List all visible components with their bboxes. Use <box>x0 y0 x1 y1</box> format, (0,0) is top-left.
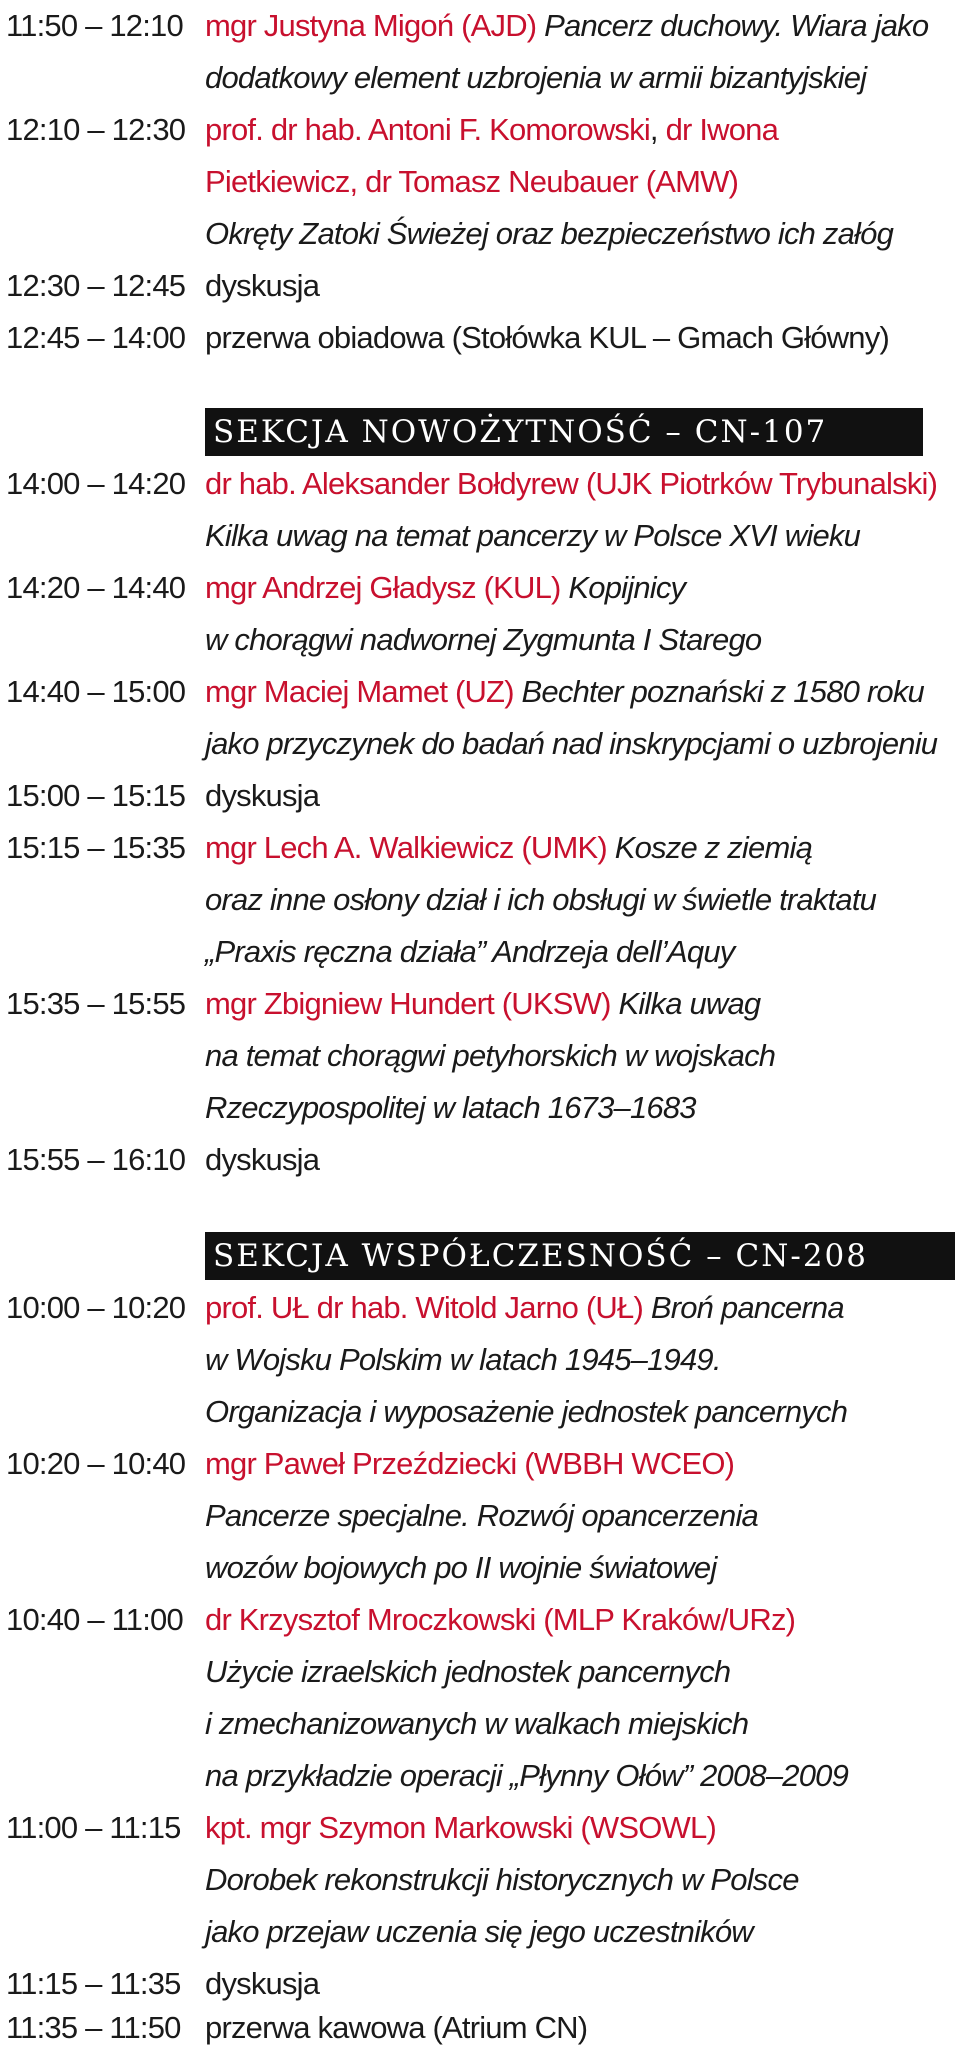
schedule-row-continuation <box>0 614 960 666</box>
break-label: dyskusja <box>205 778 320 813</box>
speaker: mgr Andrzej Gładysz (KUL) <box>205 570 561 605</box>
schedule-row <box>0 104 960 156</box>
talk-title: na temat chorągwi petyhorskich w wojskach <box>205 1038 776 1073</box>
schedule-row-continuation <box>0 510 960 562</box>
schedule-row-continuation <box>0 1906 960 1958</box>
schedule-row <box>0 260 960 312</box>
schedule-row-continuation <box>0 208 960 260</box>
time-slot: 11:35 – 11:50 <box>6 2010 181 2045</box>
schedule-row-continuation <box>0 1030 960 1082</box>
time-slot: 14:20 – 14:40 <box>6 570 186 605</box>
time-slot: 15:15 – 15:35 <box>6 830 186 865</box>
schedule-row-continuation <box>0 1490 960 1542</box>
time-slot: 15:00 – 15:15 <box>6 778 186 813</box>
schedule-row-continuation <box>0 1334 960 1386</box>
section-header <box>205 408 923 456</box>
schedule-row <box>0 1438 960 1490</box>
talk-title: Pancerz duchowy. Wiara jako <box>544 8 929 43</box>
time-slot: 12:10 – 12:30 <box>6 112 186 147</box>
speaker: dr Iwona <box>665 112 779 147</box>
schedule-row-continuation <box>0 926 960 978</box>
time-slot: 14:40 – 15:00 <box>6 674 186 709</box>
schedule-row-continuation <box>0 1646 960 1698</box>
time-slot: 11:00 – 11:15 <box>6 1810 181 1845</box>
time-slot: 12:45 – 14:00 <box>6 320 186 355</box>
talk-title: w Wojsku Polskim w latach 1945–1949. <box>205 1342 721 1377</box>
break-label: dyskusja <box>205 1966 320 2001</box>
schedule-row <box>0 1594 960 1646</box>
schedule-row <box>0 666 960 718</box>
schedule-row-continuation <box>0 874 960 926</box>
talk-title: Rzeczypospolitej w latach 1673–1683 <box>205 1090 696 1125</box>
time-slot: 11:15 – 11:35 <box>6 1966 181 2001</box>
speaker: mgr Justyna Migoń (AJD) <box>205 8 537 43</box>
schedule-row-continuation <box>0 1542 960 1594</box>
time-slot: 15:35 – 15:55 <box>6 986 186 1021</box>
talk-title: jako przejaw uczenia się jego uczestników <box>205 1914 753 1949</box>
talk-title: oraz inne osłony dział i ich obsługi w świetle traktatu <box>205 882 877 917</box>
speaker: mgr Zbigniew Hundert (UKSW) <box>205 986 611 1021</box>
break-label: przerwa obiadowa (Stołówka KUL – Gmach Główny) <box>205 320 889 355</box>
schedule-row-continuation <box>0 1698 960 1750</box>
talk-title: Kilka uwag na temat pancerzy w Polsce XVI wieku <box>205 518 861 553</box>
schedule-row <box>0 2002 960 2054</box>
schedule-row <box>0 312 960 364</box>
talk-title: Kosze z ziemią <box>614 830 813 865</box>
talk-title: Pancerze specjalne. Rozwój opancerzenia <box>205 1498 758 1533</box>
break-label: dyskusja <box>205 1142 320 1177</box>
talk-title: i zmechanizowanych w walkach miejskich <box>205 1706 749 1741</box>
speaker: kpt. mgr Szymon Markowski (WSOWL) <box>205 1810 716 1845</box>
schedule-row <box>0 822 960 874</box>
schedule-row-continuation <box>0 718 960 770</box>
speaker: dr hab. Aleksander Bołdyrew (UJK Piotrków Trybunalski) <box>205 466 938 501</box>
break-label: dyskusja <box>205 268 320 303</box>
entry-content <box>205 562 955 614</box>
schedule-row-continuation <box>0 1386 960 1438</box>
schedule-row <box>0 562 960 614</box>
schedule-row-continuation <box>0 1854 960 1906</box>
entry-content <box>205 104 955 156</box>
break-label: przerwa kawowa (Atrium CN) <box>205 2010 588 2045</box>
talk-title: „Praxis ręczna działa” Andrzeja dell’Aquy <box>205 934 735 969</box>
entry-content <box>205 666 955 718</box>
section-header <box>205 1232 955 1280</box>
talk-title: na przykładzie operacji „Płynny Ołów” 2008–2009 <box>205 1758 849 1793</box>
schedule-row <box>0 1802 960 1854</box>
separator: , <box>649 112 666 147</box>
talk-title: Bechter poznański z 1580 roku <box>521 674 924 709</box>
talk-title: jako przyczynek do badań nad inskrypcjami o uzbrojeniu <box>205 726 938 761</box>
time-slot: 10:00 – 10:20 <box>6 1290 186 1325</box>
speaker: mgr Lech A. Walkiewicz (UMK) <box>205 830 607 865</box>
entry-content <box>205 822 955 874</box>
speaker: dr Krzysztof Mroczkowski (MLP Kraków/URz) <box>205 1602 796 1637</box>
schedule-row-continuation <box>0 52 960 104</box>
talk-title: Broń pancerna <box>650 1290 844 1325</box>
time-slot: 10:20 – 10:40 <box>6 1446 186 1481</box>
schedule-row <box>0 978 960 1030</box>
time-slot: 14:00 – 14:20 <box>6 466 186 501</box>
time-slot: 15:55 – 16:10 <box>6 1142 186 1177</box>
schedule-row <box>0 1134 960 1186</box>
talk-title: w chorągwi nadwornej Zygmunta I Starego <box>205 622 762 657</box>
talk-title: Kilka uwag <box>618 986 761 1021</box>
talk-title: dodatkowy element uzbrojenia w armii bizantyjskiej <box>205 60 867 95</box>
schedule-row-continuation <box>0 156 960 208</box>
schedule-row <box>0 770 960 822</box>
speaker: prof. UŁ dr hab. Witold Jarno (UŁ) <box>205 1290 643 1325</box>
schedule-row-continuation <box>0 1082 960 1134</box>
talk-title: Kopijnicy <box>568 570 686 605</box>
speaker: mgr Maciej Mamet (UZ) <box>205 674 514 709</box>
section-title: SEKCJA WSPÓŁCZESNOŚĆ – CN-208 <box>213 1238 869 1274</box>
schedule-row <box>0 1282 960 1334</box>
speaker: prof. dr hab. Antoni F. Komorowski <box>205 112 650 147</box>
schedule-row <box>0 0 960 52</box>
talk-title: Dorobek rekonstrukcji historycznych w Polsce <box>205 1862 799 1897</box>
entry-content <box>205 0 955 52</box>
talk-title: Okręty Zatoki Świeżej oraz bezpieczeństwo ich załóg <box>205 216 894 251</box>
schedule-row-continuation <box>0 1750 960 1802</box>
time-slot: 10:40 – 11:00 <box>6 1602 183 1637</box>
entry-content <box>205 1282 955 1334</box>
talk-title: Użycie izraelskich jednostek pancernych <box>205 1654 731 1689</box>
speaker: mgr Paweł Przeździecki (WBBH WCEO) <box>205 1446 735 1481</box>
speaker: Pietkiewicz, dr Tomasz Neubauer (AMW) <box>205 164 739 199</box>
talk-title: Organizacja i wyposażenie jednostek pancernych <box>205 1394 848 1429</box>
time-slot: 11:50 – 12:10 <box>6 8 183 43</box>
schedule-row <box>0 458 960 510</box>
time-slot: 12:30 – 12:45 <box>6 268 186 303</box>
talk-title: wozów bojowych po II wojnie światowej <box>205 1550 717 1585</box>
section-title: SEKCJA NOWOŻYTNOŚĆ – CN-107 <box>213 414 828 450</box>
entry-content <box>205 978 955 1030</box>
